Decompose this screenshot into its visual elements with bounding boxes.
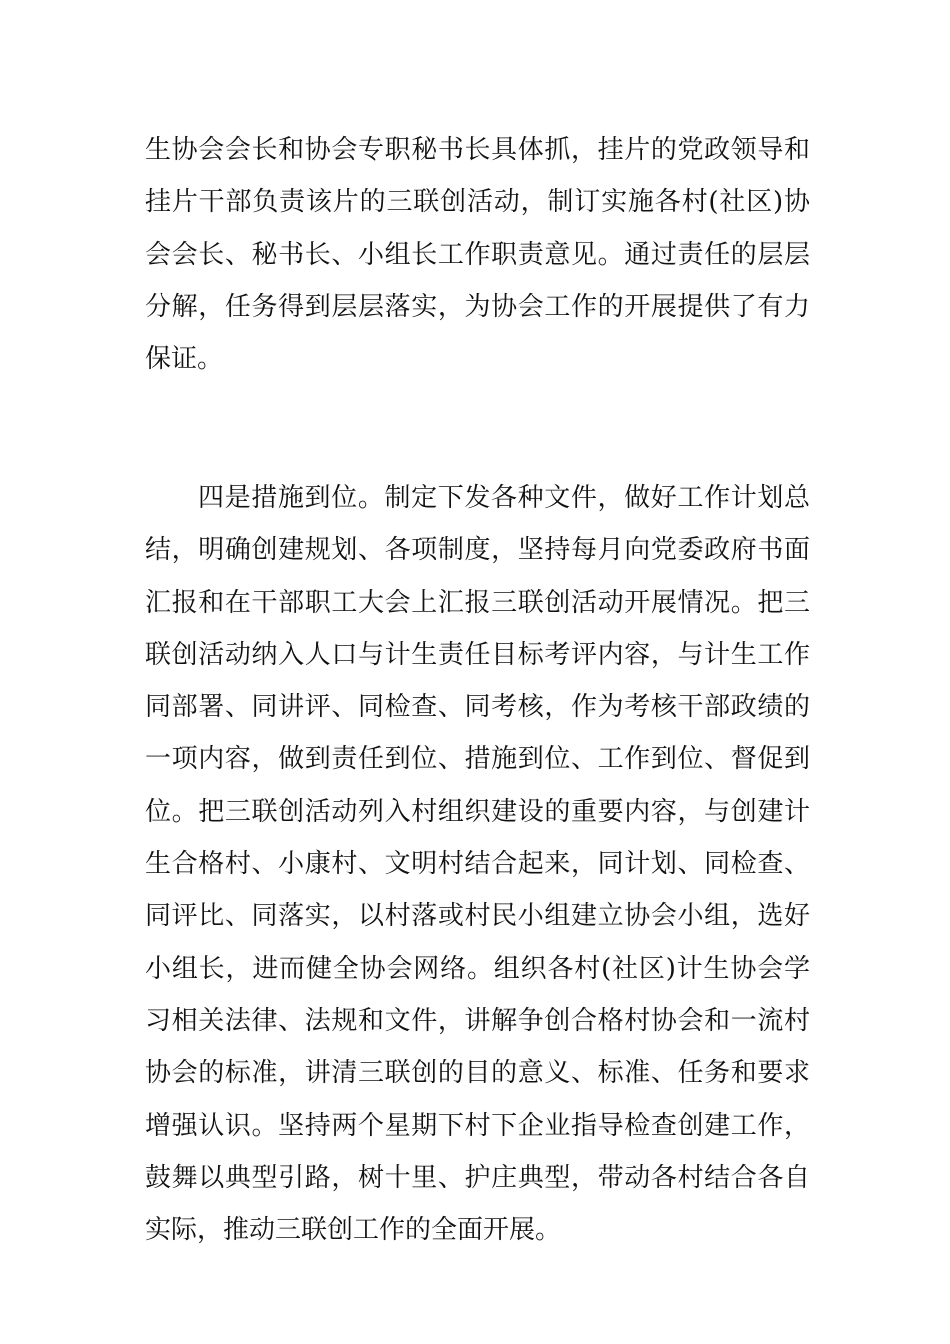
text-line: 增强认识。坚持两个星期下村下企业指导检查创建工作，	[145, 1110, 810, 1141]
text-line: 鼓舞以典型引路，树十里、护庄典型，带动各村结合各自	[145, 1162, 810, 1193]
text-line: 结，明确创建规划、各项制度，坚持每月向党委政府书面	[145, 535, 810, 566]
text-line: 联创活动纳入人口与计生责任目标考评内容，与计生工作	[145, 639, 810, 670]
text-line: 位。把三联创活动列入村组织建设的重要内容，与创建计	[145, 796, 810, 827]
text-line: 习相关法律、法规和文件，讲解争创合格村协会和一流村	[145, 1005, 810, 1036]
text-line: 四是措施到位。制定下发各种文件，做好工作计划总	[198, 483, 810, 513]
text-line: 生协会会长和协会专职秘书长具体抓，挂片的党政领导和	[145, 135, 810, 165]
text-line: 分解，任务得到层层落实，为协会工作的开展提供了有力	[145, 291, 810, 322]
text-line: 实际，推动三联创工作的全面开展。	[145, 1215, 562, 1246]
paragraph-measures	[145, 472, 810, 1256]
paragraph-responsibility	[145, 124, 810, 385]
text-line: 汇报和在干部职工大会上汇报三联创活动开展情况。把三	[145, 587, 810, 618]
text-line: 同部署、同讲评、同检查、同考核，作为考核干部政绩的	[145, 692, 810, 723]
text-line: 挂片干部负责该片的三联创活动，制订实施各村(社区)协	[145, 187, 810, 218]
text-line: 小组长，进而健全协会网络。组织各村(社区)计生协会学	[145, 953, 810, 984]
text-line: 生合格村、小康村、文明村结合起来，同计划、同检查、	[145, 849, 810, 880]
text-line: 同评比、同落实，以村落或村民小组建立协会小组，选好	[145, 901, 810, 932]
text-line: 会会长、秘书长、小组长工作职责意见。通过责任的层层	[145, 239, 810, 270]
text-line: 保证。	[145, 344, 224, 375]
text-line: 协会的标准，讲清三联创的目的意义、标准、任务和要求	[145, 1058, 810, 1089]
text-line: 一项内容，做到责任到位、措施到位、工作到位、督促到	[145, 744, 810, 775]
